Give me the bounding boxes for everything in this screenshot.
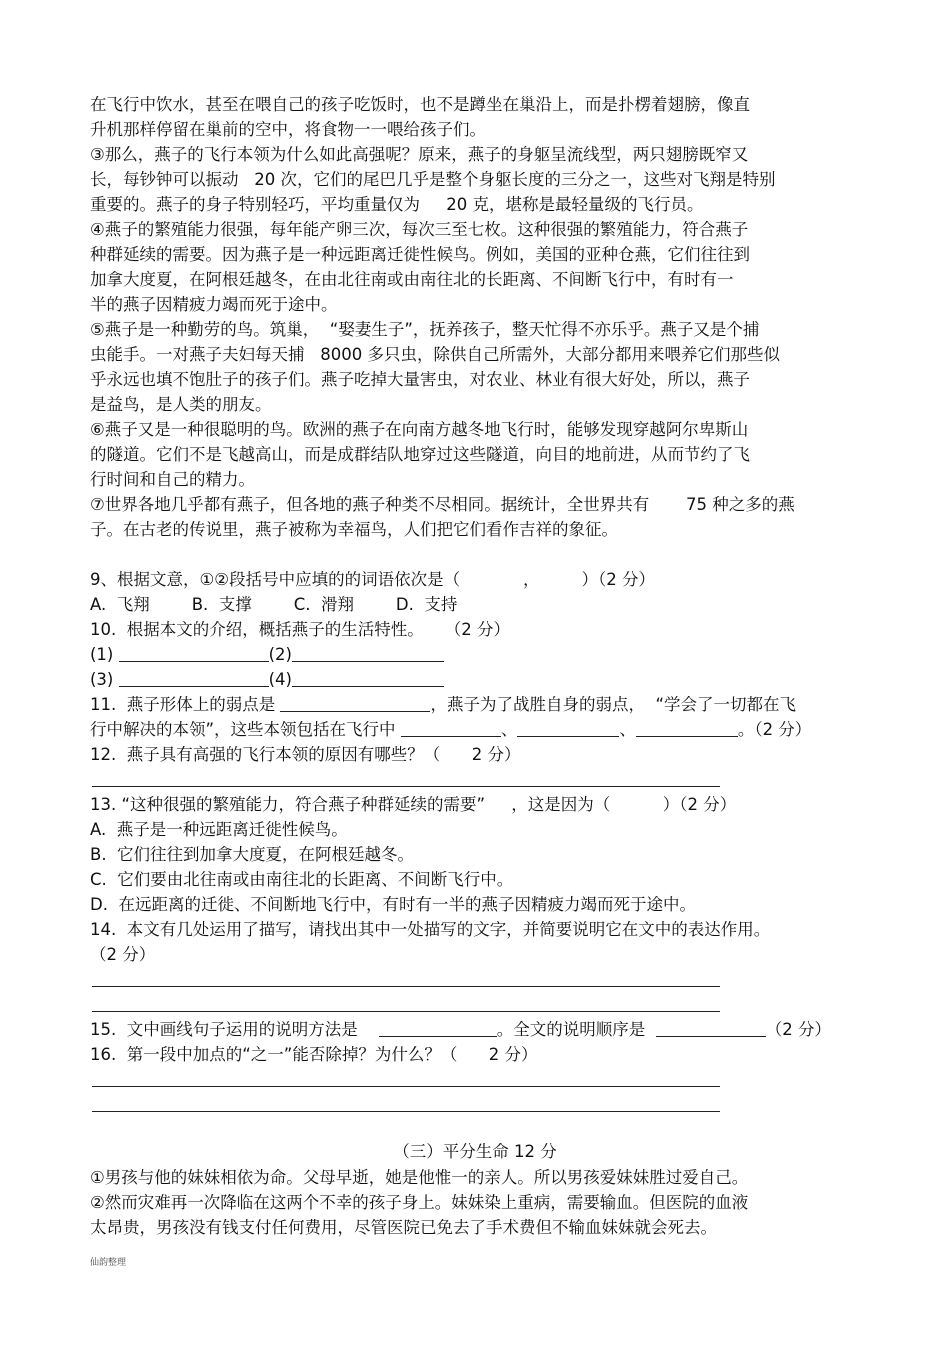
question-12-stem: 12. 燕子具有高强的飞行本领的原因有哪些？（ 2 分） <box>90 745 521 764</box>
question-10-row-2 <box>90 668 444 692</box>
passage-line: 种群延续的需要。因为燕子是一种远距离迁徙性候鸟。例如，美国的亚种仓燕，它们往往到 <box>90 245 750 264</box>
passage-line: 子。在古老的传说里，燕子被称为幸福鸟，人们把它们看作吉祥的象征。 <box>90 520 618 539</box>
separator: 、 <box>500 720 518 739</box>
answer-line[interactable] <box>92 986 720 987</box>
answer-line[interactable] <box>92 1086 720 1087</box>
passage-line: 的隧道。它们不是飞越高山，而是成群结队地穿过这些隧道，向目的地前进，从而节约了飞 <box>90 445 750 464</box>
question-9-options: A. 飞翔 B. 支撑 C. 滑翔 D. 支持 <box>90 595 458 614</box>
section-line: ②然而灾难再一次降临在这两个不幸的孩子身上。妹妹染上重病，需要输血。但医院的血液 <box>90 1193 749 1212</box>
question-15-line <box>90 1018 831 1042</box>
question-11-text: 行中解决的本领”，这些本领包括在飞行中 <box>90 720 396 739</box>
question-13-option-d: D. 在远距离的迁徙、不间断地飞行中，有时有一半的燕子因精疲力竭而死于途中。 <box>90 895 696 914</box>
answer-label-4: (4) <box>268 670 292 689</box>
passage-line: 长，每钞钟可以振动 20 次，它们的尾巴几乎是整个身躯长度的三分之一，这些对飞翔是特别 <box>90 170 776 189</box>
section-line: 太昂贵，男孩没有钱支付任何费用，尽管医院已免去了手术费但不输血妹妹就会死去。 <box>90 1218 717 1237</box>
question-13-stem: 13. “这种很强的繁殖能力，符合燕子种群延续的需要” ，这是因为（ ）（2 分） <box>90 795 737 814</box>
question-11-line-1 <box>90 693 796 717</box>
question-14-stem: 14. 本文有几处运用了描写，请找出其中一处描写的文字，并简要说明它在文中的表达作用。 <box>90 920 771 939</box>
question-13-option-b: B. 它们往往到加拿大度夏，在阿根廷越冬。 <box>90 845 415 864</box>
page-footer: 仙韵整理 <box>90 1258 127 1268</box>
passage-line: 虫能手。一对燕子夫妇每天捕 8000 多只虫，除供自己所需外，大部分都用来喂养它们那些似 <box>90 345 780 364</box>
answer-line[interactable] <box>92 1011 720 1012</box>
answer-label-3: (3) <box>90 670 114 689</box>
answer-blank[interactable] <box>401 718 501 737</box>
answer-blank[interactable] <box>379 1018 497 1037</box>
answer-blank[interactable] <box>656 1018 766 1037</box>
passage-line: 半的燕子因精疲力竭而死于途中。 <box>90 295 338 314</box>
question-11-text: 11. 燕子形体上的弱点是 <box>90 695 276 714</box>
answer-label-2: (2) <box>268 645 292 664</box>
section-title: （三）平分生命 12 分 <box>393 1142 557 1161</box>
question-10-row-1 <box>90 643 444 667</box>
passage-line: 加拿大度夏，在阿根廷越冬，在由北往南或由南往北的长距离、不间断飞行中，有时有一 <box>90 270 734 289</box>
question-9-stem: 9、根据文意，①②段括号中应填的的词语依次是（ ， ）（2 分） <box>90 570 655 589</box>
answer-line[interactable] <box>92 786 720 787</box>
answer-blank[interactable] <box>636 718 738 737</box>
passage-line: 乎永远也填不饱肚子的孩子们。燕子吃掉大量害虫，对农业、林业有很大好处，所以，燕子 <box>90 370 750 389</box>
passage-line: 在飞行中饮水，甚至在喂自己的孩子吃饭时，也不是蹲坐在巢沿上，而是扑楞着翅膀，像直 <box>90 95 750 114</box>
question-15-score: （2 分） <box>765 1020 831 1039</box>
question-13-option-c: C. 它们要由北往南或由南往北的长距离、不间断飞行中。 <box>90 870 514 889</box>
answer-blank[interactable] <box>119 643 269 662</box>
answer-blank[interactable] <box>119 668 269 687</box>
question-10-stem: 10. 根据本文的介绍，概括燕子的生活特性。 （2 分） <box>90 620 510 639</box>
answer-blank[interactable] <box>280 693 430 712</box>
passage-line: ⑥燕子又是一种很聪明的鸟。欧洲的燕子在向南方越冬地飞行时，能够发现穿越阿尔卑斯山 <box>90 420 749 439</box>
question-11-score: 。（2 分） <box>737 720 812 739</box>
question-15-text: 15. 文中画线句子运用的说明方法是 <box>90 1020 358 1039</box>
passage-line: 是益鸟，是人类的朋友。 <box>90 395 272 414</box>
question-15-text: 。全文的说明顺序是 <box>496 1020 646 1039</box>
passage-line: ③那么，燕子的飞行本领为什么如此高强呢？原来，燕子的身躯呈流线型，两只翅膀既窄又 <box>90 145 749 164</box>
separator: 、 <box>619 720 636 739</box>
answer-label-1: (1) <box>90 645 114 664</box>
question-11-text: ，燕子为了战胜自身的弱点， “学会了一切都在飞 <box>430 695 797 714</box>
passage-line: 行时间和自己的精力。 <box>90 470 255 489</box>
answer-blank[interactable] <box>292 643 444 662</box>
answer-blank[interactable] <box>517 718 619 737</box>
passage-line: 重要的。燕子的身子特别轻巧，平均重量仅为 20 克，堪称是最轻量级的飞行员。 <box>90 195 704 214</box>
passage-line: ④燕子的繁殖能力很强，每年能产卵三次，每次三至七枚。这种很强的繁殖能力，符合燕子 <box>90 220 749 239</box>
answer-blank[interactable] <box>292 668 444 687</box>
passage-line: 升机那样停留在巢前的空中，将食物一一喂给孩子们。 <box>90 120 486 139</box>
section-line: ①男孩与他的妹妹相依为命。父母早逝，她是他惟一的亲人。所以男孩爱妹妹胜过爱自己。 <box>90 1168 749 1187</box>
question-11-line-2 <box>90 718 811 742</box>
passage-line: ⑤燕子是一种勤劳的鸟。筑巢， “娶妻生子”，抚养孩子，整天忙得不亦乐乎。燕子又是个捕 <box>90 320 760 339</box>
question-16-stem: 16. 第一段中加点的“之一”能否除掉？为什么？（ 2 分） <box>90 1045 538 1064</box>
answer-line[interactable] <box>92 1111 720 1112</box>
question-13-option-a: A. 燕子是一种远距离迁徙性候鸟。 <box>90 820 348 839</box>
question-14-score: （2 分） <box>90 945 156 964</box>
passage-line: ⑦世界各地几乎都有燕子，但各地的燕子种类不尽相同。据统计，全世界共有 75 种之多的燕 <box>90 495 795 514</box>
